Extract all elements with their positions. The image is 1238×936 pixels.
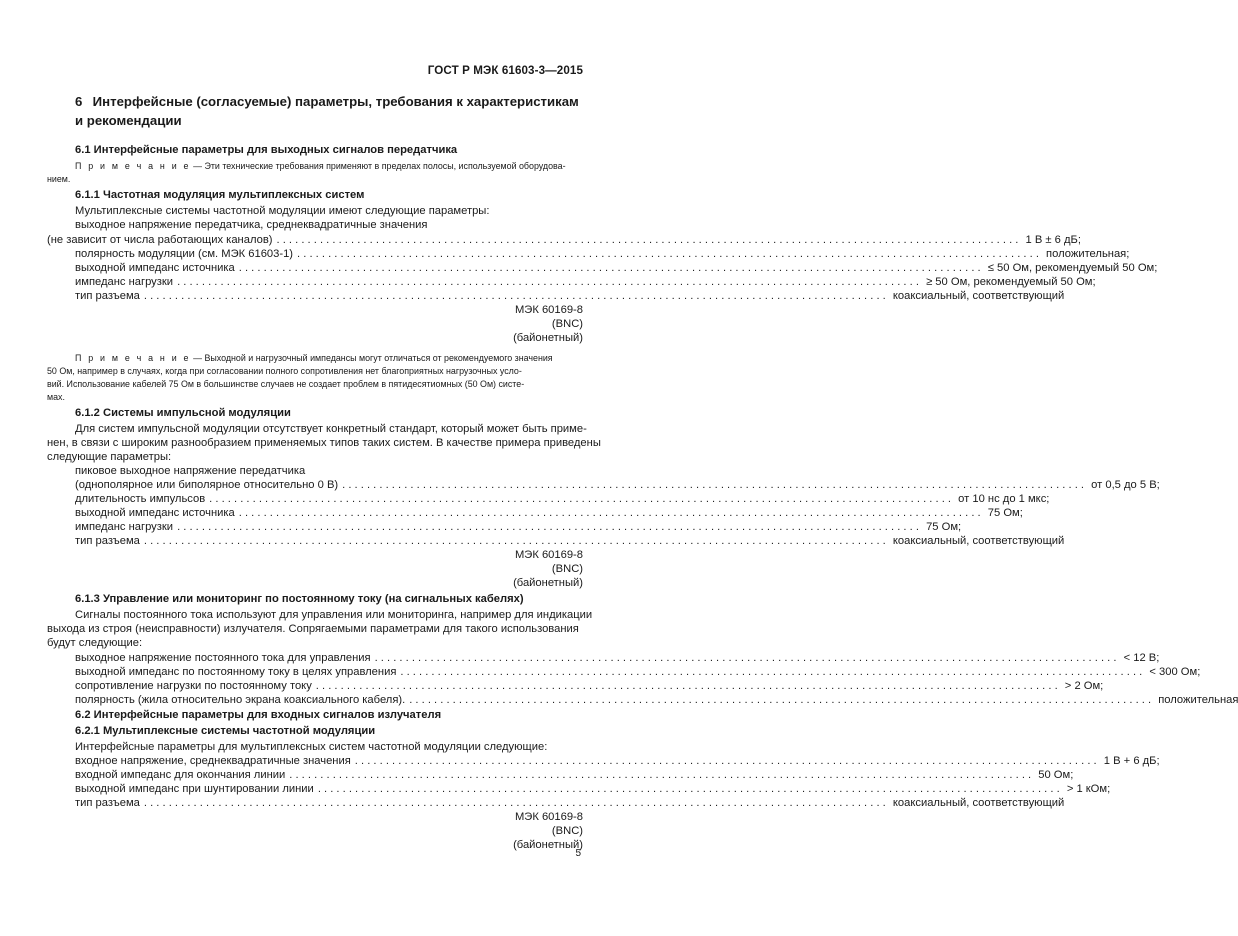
param-label: тип разъема — [75, 290, 140, 302]
section-6-title-line1: Интерфейсные (согласуемые) параметры, требования к характеристикам — [92, 94, 579, 109]
param-value: ≥ 50 Ом, рекомендуемый 50 Ом; — [926, 276, 1096, 288]
section-6-1-1-intro-line1: Мультиплексные системы частотной модуляции имеют следующие параметры: — [75, 205, 490, 217]
connector-type: (BNC) — [551, 825, 583, 837]
section-6-1-2-peak-line: пиковое выходное напряжение передатчика — [75, 465, 306, 477]
section-6-1-1-intro-line2: выходное напряжение передатчика, среднеквадратичные значения — [75, 219, 428, 231]
section-6-1-note-line2: нием. — [47, 174, 71, 184]
leader-dots: ........................................................................................................................ — [177, 276, 923, 288]
param-value: 50 Ом; — [1038, 769, 1074, 781]
section-6-1-1-note-line1 — [75, 352, 553, 365]
connector-standard: МЭК 60169-8 — [514, 549, 583, 561]
param-label: сопротивление нагрузки по постоянному току — [75, 680, 312, 692]
param-label: длительность импульсов — [75, 493, 206, 505]
section-6-1-2-heading: 6.1.2 Системы импульсной модуляции — [75, 407, 291, 419]
connector-standard: МЭК 60169-8 — [514, 304, 583, 316]
param-value: коаксиальный, соответствующий — [892, 797, 1065, 809]
leader-dots: ........................................................................................................................ — [317, 783, 1063, 795]
param-label: полярность модуляции (см. МЭК 61603-1) — [75, 248, 294, 260]
leader-dots: ........................................................................................................................ — [400, 666, 1146, 678]
param-value: > 1 кОм; — [1066, 783, 1111, 795]
param-label: выходной импеданс при шунтировании линии — [75, 783, 314, 795]
section-6-1-3-heading: 6.1.3 Управление или мониторинг по постоянному току (на сигнальных кабелях) — [75, 593, 524, 605]
section-6-1-note-line1 — [75, 160, 566, 173]
param-label: выходной импеданс источника — [75, 262, 235, 274]
param-value: < 300 Ом; — [1149, 666, 1201, 678]
section-6-1-3-body-line1: Сигналы постоянного тока используют для управления или мониторинга, например для индикации — [75, 609, 593, 621]
param-label: входное напряжение, среднеквадратичные значения — [75, 755, 351, 767]
param-value: положительная — [1158, 694, 1238, 706]
param-label: полярность (жила относительно экрана коаксиального кабеля). — [75, 694, 406, 706]
param-value: > 2 Ом; — [1064, 680, 1104, 692]
param-label: выходной импеданс по постоянному току в целях управления — [75, 666, 397, 678]
param-label: выходное напряжение постоянного тока для управления — [75, 652, 371, 664]
leader-dots: ........................................................................................................................ — [374, 652, 1120, 664]
param-label: тип разъема — [75, 797, 140, 809]
param-row — [75, 507, 1023, 520]
param-row — [75, 680, 1104, 693]
param-label: выходной импеданс источника — [75, 507, 235, 519]
leader-dots: ........................................................................................................................ — [238, 262, 984, 274]
param-value: от 0,5 до 5 В; — [1091, 479, 1160, 491]
param-value: 1 В + 6 дБ; — [1103, 755, 1160, 767]
param-value: < 12 В; — [1123, 652, 1160, 664]
param-value: от 10 нс до 1 мкс; — [958, 493, 1050, 505]
param-row — [75, 276, 1096, 289]
param-row — [75, 666, 1201, 679]
param-row — [75, 479, 1160, 492]
param-row — [75, 783, 1111, 796]
section-6-1-1-note-line3: вий. Использование кабелей 75 Ом в большинстве случаев не создает проблем в пятидесятиомных (50 Ом) систе- — [47, 379, 525, 389]
note-label: П р и м е ч а н и е — [75, 353, 191, 363]
connector-type: (BNC) — [551, 563, 583, 575]
param-value: коаксиальный, соответствующий — [892, 535, 1065, 547]
param-row — [47, 234, 1081, 247]
section-6-title-line2: и рекомендации — [75, 113, 182, 128]
param-value: 75 Ом; — [987, 507, 1023, 519]
leader-dots: ........................................................................................................................ — [276, 234, 1022, 246]
leader-dots: ........................................................................................................................ — [409, 694, 1155, 706]
param-row — [75, 755, 1160, 768]
param-value: 1 В ± 6 дБ; — [1025, 234, 1081, 246]
leader-dots: ........................................................................................................................ — [297, 248, 1043, 260]
leader-dots: ........................................................................................................................ — [354, 755, 1100, 767]
page-number: 5 — [575, 848, 581, 859]
param-label: импеданс нагрузки — [75, 276, 174, 288]
param-row — [75, 521, 962, 534]
param-value: коаксиальный, соответствующий — [892, 290, 1065, 302]
note-text: — Эти технические требования применяют в пределах полосы, используемой оборудова- — [190, 161, 566, 171]
param-label: входной импеданс для окончания линии — [75, 769, 286, 781]
leader-dots: ........................................................................................................................ — [209, 493, 955, 505]
leader-dots: ........................................................................................................................ — [143, 290, 889, 302]
param-label: (не зависит от числа работающих каналов) — [47, 234, 273, 246]
section-6-number: 6 — [75, 94, 83, 109]
param-row — [75, 652, 1160, 665]
document-header: ГОСТ Р МЭК 61603-3—2015 — [427, 64, 583, 77]
param-value: ≤ 50 Ом, рекомендуемый 50 Ом; — [987, 262, 1158, 274]
connector-kind: (байонетный) — [513, 577, 583, 589]
section-6-1-2-body-line1: Для систем импульсной модуляции отсутствует конкретный стандарт, который может быть приме- — [75, 423, 587, 435]
connector-kind: (байонетный) — [513, 839, 583, 851]
leader-dots: ........................................................................................................................ — [177, 521, 923, 533]
leader-dots: ........................................................................................................................ — [289, 769, 1035, 781]
param-label: импеданс нагрузки — [75, 521, 174, 533]
param-label: (однополярное или биполярное относительно 0 В) — [75, 479, 339, 491]
section-6-heading — [75, 92, 595, 130]
param-value: положительная; — [1046, 248, 1130, 260]
section-6-1-heading: 6.1 Интерфейсные параметры для выходных сигналов передатчика — [75, 144, 458, 156]
section-6-2-heading: 6.2 Интерфейсные параметры для входных сигналов излучателя — [75, 709, 442, 721]
leader-dots: ........................................................................................................................ — [238, 507, 984, 519]
section-6-1-2-body-line3: следующие параметры: — [47, 451, 172, 463]
note-text: — Выходной и нагрузочный импедансы могут отличаться от рекомендуемого значения — [190, 353, 553, 363]
note-label: П р и м е ч а н и е — [75, 161, 191, 171]
section-6-2-1-intro: Интерфейсные параметры для мультиплексных систем частотной модуляции следующие: — [75, 741, 548, 753]
param-row — [75, 769, 1074, 782]
section-6-1-2-body-line2: нен, в связи с широким разнообразием применяемых типов таких систем. В качестве примера приведены — [47, 437, 601, 449]
param-row — [75, 493, 1050, 506]
leader-dots: ........................................................................................................................ — [342, 479, 1088, 491]
param-label: тип разъема — [75, 535, 140, 547]
section-6-2-1-heading: 6.2.1 Мультиплексные системы частотной модуляции — [75, 725, 376, 737]
param-row — [75, 262, 1158, 275]
param-row — [75, 290, 1065, 303]
section-6-1-1-note-line4: мах. — [47, 392, 65, 402]
connector-type: (BNC) — [551, 318, 583, 330]
section-6-1-1-heading: 6.1.1 Частотная модуляция мультиплексных систем — [75, 189, 365, 201]
section-6-1-3-body-line3: будут следующие: — [47, 637, 143, 649]
param-row — [75, 535, 1065, 548]
param-row — [75, 694, 1238, 707]
section-6-1-3-body-line2: выхода из строя (неисправности) излучателя. Сопрягаемыми параметрами для такого использования — [47, 623, 579, 635]
connector-standard: МЭК 60169-8 — [514, 811, 583, 823]
param-value: 75 Ом; — [926, 521, 962, 533]
leader-dots: ........................................................................................................................ — [143, 797, 889, 809]
leader-dots: ........................................................................................................................ — [143, 535, 889, 547]
section-6-1-1-note-line2: 50 Ом, например в случаях, когда при согласовании полного сопротивления нет благоприятных нагрузочных усло- — [47, 366, 522, 376]
connector-kind: (байонетный) — [513, 332, 583, 344]
param-row — [75, 797, 1065, 810]
leader-dots: ........................................................................................................................ — [315, 680, 1061, 692]
param-row — [75, 248, 1130, 261]
